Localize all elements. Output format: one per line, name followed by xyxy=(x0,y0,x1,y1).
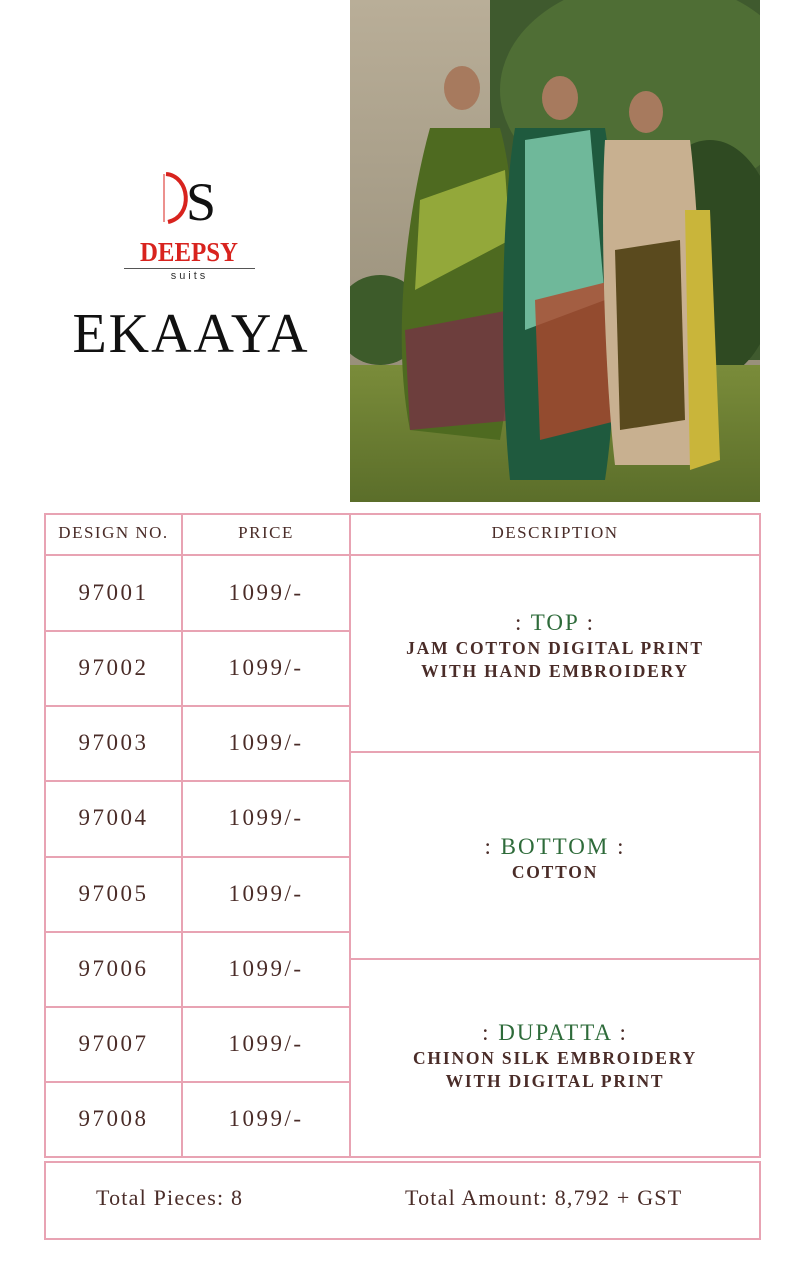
row-divider xyxy=(44,705,351,707)
top-line-1: JAM COTTON DIGITAL PRINT xyxy=(406,638,704,658)
dupatta-line-2: WITH DIGITAL PRINT xyxy=(445,1071,665,1091)
table-col-divider-2 xyxy=(349,513,351,1158)
svg-text:S: S xyxy=(186,172,217,224)
description-bottom xyxy=(352,833,758,884)
row-divider xyxy=(44,630,351,632)
collection-title: EKAAYA xyxy=(72,303,310,365)
bottom-label: BOTTOM xyxy=(500,834,610,859)
price: 1099/- xyxy=(228,1031,304,1056)
table-border-bottom xyxy=(44,1156,761,1158)
row-divider xyxy=(44,1081,351,1083)
design-number: 97002 xyxy=(78,655,149,680)
row-divider xyxy=(44,931,351,933)
table-header-divider xyxy=(44,554,761,556)
top-label: TOP xyxy=(530,610,579,635)
design-number: 97001 xyxy=(78,580,149,605)
description-dupatta-title: : DUPATTA : xyxy=(482,1020,628,1045)
deepsy-monogram-logo xyxy=(160,172,220,224)
table-border-right xyxy=(759,513,761,1158)
description-top-title: : TOP : xyxy=(514,610,596,635)
design-number: 97006 xyxy=(78,956,149,981)
product-photo xyxy=(350,0,760,502)
brand-header xyxy=(0,0,350,502)
bottom-line-1: COTTON xyxy=(511,862,599,882)
description-dupatta xyxy=(352,1019,758,1093)
total-amount: Total Amount: 8,792 + GST xyxy=(405,1185,683,1210)
brand-divider xyxy=(124,268,255,269)
price: 1099/- xyxy=(228,655,304,680)
design-number: 97007 xyxy=(78,1031,149,1056)
row-divider xyxy=(44,780,351,782)
dupatta-line-1: CHINON SILK EMBROIDERY xyxy=(412,1048,698,1068)
design-number: 97005 xyxy=(78,881,149,906)
price: 1099/- xyxy=(228,881,304,906)
top-line-2: WITH HAND EMBROIDERY xyxy=(421,661,689,681)
models-photo-illustration xyxy=(350,0,760,502)
design-number: 97004 xyxy=(78,805,149,830)
header-price: PRICE xyxy=(238,523,294,542)
price: 1099/- xyxy=(228,805,304,830)
summary-border-bottom xyxy=(44,1238,761,1240)
table-border-left xyxy=(44,513,46,1158)
description-top xyxy=(352,609,758,683)
design-number: 97008 xyxy=(78,1106,149,1131)
design-number: 97003 xyxy=(78,730,149,755)
total-pieces: Total Pieces: 8 xyxy=(96,1185,244,1210)
row-divider xyxy=(44,856,351,858)
brand-name: DEEPSY xyxy=(139,237,239,267)
summary-border-right xyxy=(759,1161,761,1240)
header-description: DESCRIPTION xyxy=(491,523,619,542)
price: 1099/- xyxy=(228,956,304,981)
summary-border-top xyxy=(44,1161,761,1163)
price: 1099/- xyxy=(228,730,304,755)
description-bottom-title: : BOTTOM : xyxy=(484,834,626,859)
description-divider-top-bottom xyxy=(351,751,761,753)
description-divider-bottom-dupatta xyxy=(351,958,761,960)
price: 1099/- xyxy=(228,580,304,605)
row-divider xyxy=(44,1006,351,1008)
table-col-divider-1 xyxy=(181,513,183,1158)
summary-border-left xyxy=(44,1161,46,1240)
table-border-top xyxy=(44,513,761,515)
price: 1099/- xyxy=(228,1106,304,1131)
dupatta-label: DUPATTA xyxy=(498,1020,612,1045)
header-design-no: DESIGN NO. xyxy=(58,523,169,542)
brand-subtitle: suits xyxy=(170,270,209,282)
